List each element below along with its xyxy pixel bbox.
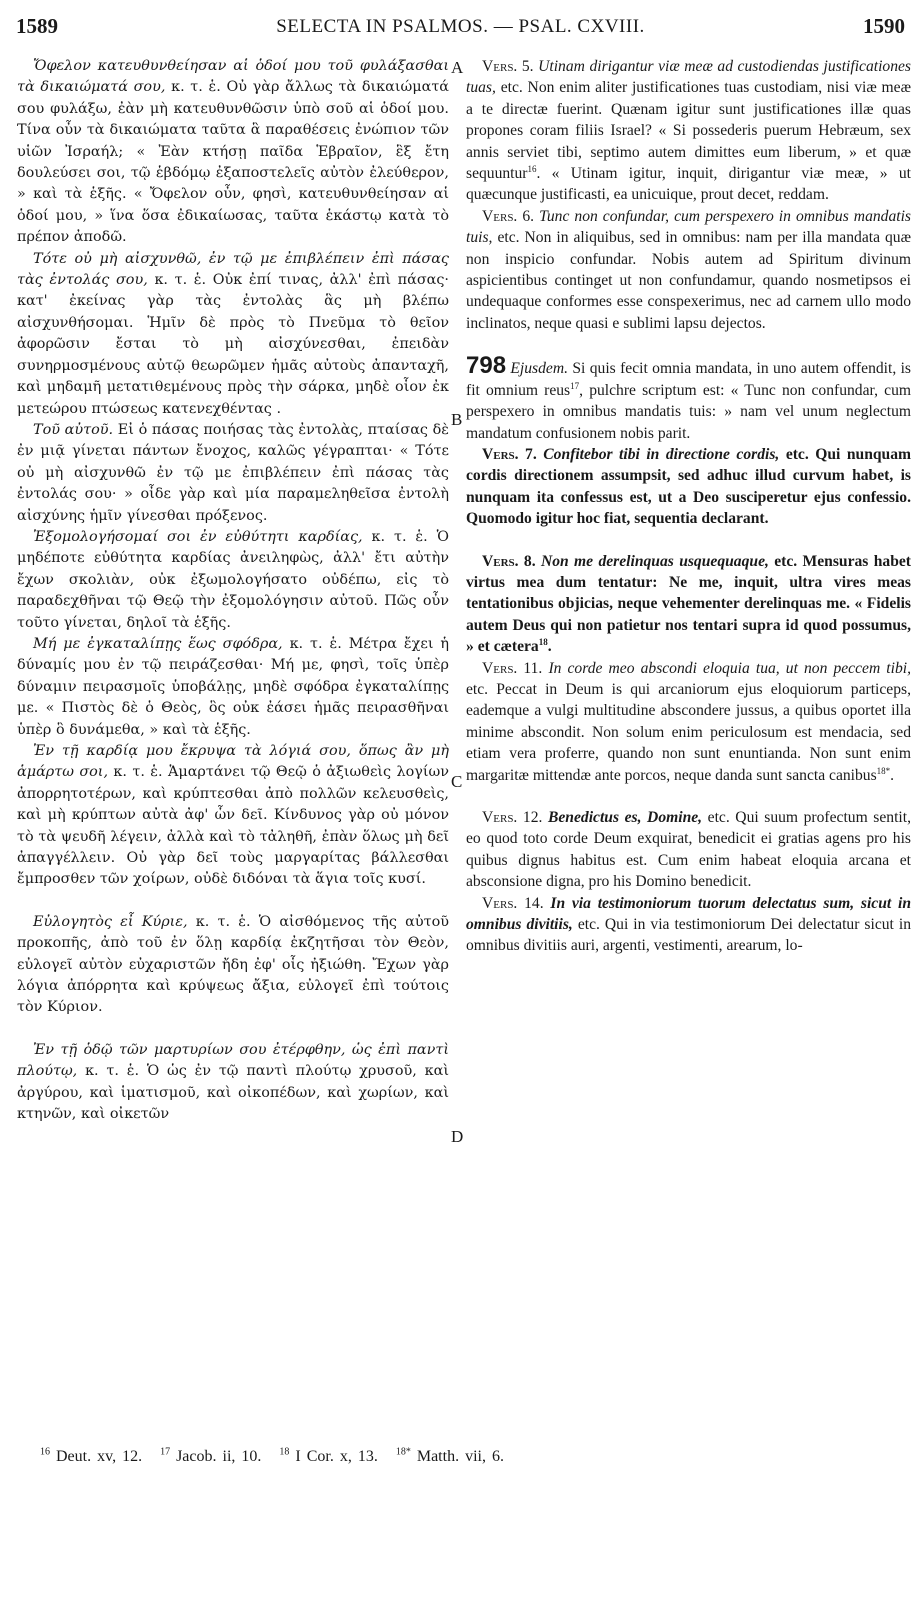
commentary-text: Εἰ ὁ πάσας ποιήσας τὰς ἐντολὰς, πταίσας δὲ ἐν μιᾷ γίνεται πάντων ἔνοχος, καλῶς γέγραπται· « Τότε οὐ μὴ αἰσχυνθῶ ἐν τῷ με ἐπιβλέπειν ἐπὶ πάσας τὰς ἐντολάς σου· » οἶδε γὰρ καὶ μία παραμεληθεῖσα ἐντολὴ αἰσχύνης ἡμῖν γίνεσθαι πρόξενος. — [17, 421, 450, 524]
latin-paragraph — [466, 206, 911, 334]
latin-paragraph — [466, 807, 911, 893]
verse-lemma: In via testimoniorum tuorum delectatus sum, sicut in omnibus divitiis, — [466, 894, 911, 934]
greek-paragraph — [17, 634, 449, 741]
verse-label: Vers. 7. — [482, 445, 537, 463]
verse-lemma: Ἐν τῇ ὁδῷ τῶν μαρτυρίων σου ἐτέρφθην, ὡς ἐπὶ παντὶ πλούτῳ, — [17, 1041, 449, 1080]
greek-column — [17, 56, 449, 1126]
greek-paragraph — [17, 1040, 449, 1126]
commentary-text: etc. Peccat in Deum is qui arcaniorum ejus eloquiorum particeps, eademque a vulgi multitudine abscondere jussus, a quibus oportet illa minime abscondit. Non solum enim periculosum est mendacia, sed etiam vera proferre, quando non sunt enuntianda. Non sunt enim margaritæ mittendæ ante porcos, neque danda sunt sancta canibus — [466, 680, 911, 784]
latin-paragraph — [466, 56, 911, 206]
verse-lemma: Ἐξομολογήσομαί σοι ἐν εὐθύτητι καρδίας, — [33, 528, 363, 545]
footnote-text: Deut. xv, 12. — [56, 1448, 143, 1465]
commentary-text: κ. τ. ἑ. Οὐκ ἐπί τινας, ἀλλ' ἐπὶ πάσας· κατ' ἐκείνας γὰρ τὰς ἐντολὰς ἃς μὴ βλέπω αἰσχυνθήσομαι. Ἡμῖν δὲ πρὸς τὸ Πνεῦμα τὸ θεῖον ἀφορῶσιν ἔσται τὸ μὴ αἰσχύνεσθαι, ἐπειδὰν συνηρμοσμένους αὐτῷ θεωρῶμεν ἡμᾶς αὐτοὺς ἀπανταχῆ, καὶ μηδαμῆ μετατιθεμένους πρὸς τὴν σάρκα, μηδὲ οἷον ἐκ μετεώρου πτώσεως κατενεχθέντας . — [17, 272, 449, 417]
greek-paragraph — [17, 741, 449, 891]
page-number-left: 1589 — [16, 14, 58, 38]
latin-paragraph — [466, 658, 911, 786]
footnote-ref: 18* — [876, 765, 891, 776]
footnote-number: 17 — [160, 1446, 171, 1458]
commentary-text: . — [890, 766, 895, 784]
verse-lemma: Τοῦ αὐτοῦ. — [33, 421, 114, 438]
footnote-ref: 18 — [538, 636, 548, 647]
footnote-ref: 16 — [527, 163, 537, 174]
running-title: SELECTA IN PSALMOS. — PSAL. CXVIII. — [276, 16, 645, 37]
commentary-text: etc. Qui suum profectum sentit, eo quod toto corde Deum exquirat, benedicit ei gratias agens pro his quibus dignus habitus est. Cum enim habeat eloquia arcana et absconsione digna, pro his Domino benedicit. — [466, 809, 911, 891]
commentary-text: etc. Non enim aliter justificationes tuas custodiam, nisi viæ meæ a te directæ fuerint. Quænam igitur sunt justificationes illæ quas propones coram filiis Israel? « Si possederis puerum Hebræum, sex annis serviet tibi, septimo autem dimittes eum liberum, » et quæ sequuntur — [466, 79, 911, 183]
verse-lemma: In corde meo abscondi eloquia tua, ut non peccem tibi, — [548, 659, 911, 677]
greek-paragraph — [17, 56, 449, 249]
greek-paragraph — [17, 249, 449, 420]
verse-label: Vers. 11. — [482, 659, 543, 677]
verse-label: Vers. 8. — [482, 552, 536, 570]
greek-paragraph — [17, 420, 449, 527]
page-number-right: 1590 — [863, 14, 905, 38]
verse-lemma: Confitebor tibi in directione cordis, — [543, 445, 780, 463]
verse-lemma: Non me derelinquas usquequaque, — [540, 552, 769, 570]
latin-paragraph — [466, 352, 911, 444]
verse-lemma: Ἐν τῇ καρδίᾳ μου ἔκρυψα τὰ λόγιά σου, ὅπως ἂν μὴ ἁμάρτω σοι, — [17, 743, 449, 781]
verse-lemma: Ὄφελον κατευθυνθείησαν αἱ ὁδοί μου τοῦ φυλάξασθαι τὰ δικαιώματά σου, — [17, 58, 449, 96]
margin-letter-b: B — [451, 410, 463, 429]
greek-paragraph — [17, 912, 449, 1019]
commentary-text: κ. τ. ἑ. Ὁ μηδέποτε εὐθύτητα καρδίας ἀνειληφὼς, ἀλλ' ἔτι αὐτὴν ἔχων σκολιὰν, οὐκ ἐξωμολογήσατο οὐδέπω, εἰς τὸ παραδεχθῆναι τῷ Θεῷ τὴν ἐξομολόγησιν αὐτοῦ. Πῶς οὖν τοῦτο γίνεται, δηλοῖ τὰ ἑξῆς. — [17, 528, 449, 631]
latin-paragraph — [466, 551, 911, 658]
verse-label: Vers. 6. — [482, 207, 535, 225]
latin-paragraph — [466, 444, 911, 530]
footnote-number: 16 — [40, 1446, 50, 1458]
footnote-text: I Cor. x, 13. — [295, 1448, 378, 1465]
verse-lemma: Benedictus es, Domine, — [547, 809, 703, 826]
margin-letter-d: D — [451, 1127, 464, 1146]
commentary-text: etc. Qui in via testimoniorum Dei delectatur sicut in omnibus divitiis auri, argenti, vestimenti, arearum, lo- — [466, 916, 911, 955]
commentary-text: κ. τ. ἑ. Ὁ ὡς ἐν τῷ παντὶ πλούτῳ χρυσοῦ, καὶ ἀργύρου, καὶ ἱματισμοῦ, καὶ οἰκοπέδων, καὶ χωρίων, καὶ κτηνῶν, καὶ οἰκετῶν — [17, 1063, 450, 1123]
verse-lemma: Εὐλογητὸς εἶ Κύριε, — [33, 913, 188, 930]
page-header — [16, 14, 905, 42]
footnote-ref: 17 — [570, 380, 580, 391]
latin-column — [466, 56, 911, 957]
verse-lemma: Τότε οὐ μὴ αἰσχυνθῶ, ἐν τῷ με ἐπιβλέπειν ἐπὶ πάσας τὰς ἐντολάς σου, — [17, 250, 449, 289]
commentary-text: Si quis fecit omnia mandata, in uno autem offendit, is fit omnium reus — [466, 360, 911, 399]
commentary-text: etc. Mensuras habet virtus mea dum tentatur: Ne me, inquit, ultra vires meas tentationibus objicias, neque vehementer derelinquas me. « Fidelis autem Deus qui non patietur nos tentari supra id quod possumus, » et cætera — [466, 552, 911, 656]
commentary-text: . — [547, 638, 552, 656]
commentary-text: etc. Qui nunquam cordis directionem assumpsit, sed adhuc illud curvum habet, is nunquam ita confessus est, ut a Deo susciperetur ejus confessio. Quomodo igitur hoc fiat, sequentia declarant. — [466, 445, 912, 528]
verse-lemma: Tunc non confundar, cum perspexero in omnibus mandatis tuis, — [466, 207, 911, 247]
commentary-text: κ. τ. ἑ. Ὁ αἰσθόμενος τῆς αὐτοῦ προκοπῆς, ἀπὸ τοῦ ἐν ὅλῃ καρδίᾳ ἐκζητῆσαι τὸν Θεὸν, εὐλογεῖ αὐτὸν εὐχαριστῶν ἤδη ἐφ' οἷς ἠξιώθη. Ἔχων γὰρ λόγια ἀπόρρητα καὶ κρύψεως ἄξια, εὐλογεῖ ἐπὶ τούτοις τὸν Κύριον. — [17, 913, 449, 1016]
footnote-number: 18 — [279, 1446, 290, 1458]
latin-paragraph — [466, 893, 911, 957]
commentary-text: κ. τ. ἑ. Μέτρα ἔχει ἡ δύναμίς μου ἐν τῷ πειράζεσθαι· Μή με, φησὶ, τοῖς ὑπὲρ δύναμιν πειρασμοῖς ὑποβάλῃς, μηδὲ σφόδρα ἐγκαταλίπῃς με. « Πιστὸς δὲ ὁ Θεὸς, ὃς οὐκ ἐάσει ἡμᾶς πειρασθῆναι ὑπὲρ ὃ δυνάμεθα, » καὶ τὰ ἑξῆς. — [17, 635, 450, 738]
commentary-text: κ. τ. ἑ. Ἁμαρτάνει τῷ Θεῷ ὁ ἀξιωθεὶς λογίων ἀπορρητοτέρων, καὶ κρύπτεσθαι ἀπὸ πολλῶν κελευσθεὶς, καὶ μὴ κρύπτων αὐτὰ ἀφ' ὧν δεῖ. Κίνδυνος γὰρ οὐ μόνον τὸ τὰ ψευδῆ λέγειν, ἀλλὰ καὶ τὸ τἀληθῆ, ἐπὰν ὅλως μὴ δεῖ ἀπαγγέλλειν. Οὐ γὰρ δεῖ τοὺς μαργαρίτας βάλλεσθαι ἔμπροσθεν τῶν χοίρων, οὐδὲ διδόναι τὰ ἅγια τοῖς κυσί. — [17, 764, 449, 888]
verse-label: Vers. 12. — [482, 809, 543, 826]
commentary-text: etc. Non in aliquibus, sed in omnibus: nam per illa mandata quæ non inspicio confundar. Nobis autem ad Spiritum divinum aspicientibus continget ut non confundamur, quando nosmetipsos ei undequaque conformes esse conspexerimus, nec ad carnem ullo modo inclinatos, neque quasi e sublimi lapsu dejectos. — [466, 229, 911, 332]
footnote-text: Jacob. ii, 10. — [176, 1448, 262, 1465]
footnotes — [40, 1448, 900, 1466]
margin-letter-c: C — [451, 772, 463, 791]
commentary-text: . « Utinam igitur, inquit, dirigantur viæ meæ, » ut quæcunque justificasti, ea unicuique, prout decet, reddam. — [466, 165, 911, 204]
verse-label: Vers. 14. — [482, 894, 544, 912]
greek-paragraph — [17, 527, 449, 634]
verse-lemma: Utinam dirigantur viæ meæ ad custodiendas justificationes tuas, — [466, 58, 911, 97]
commentary-text: , pulchre scriptum est: « Tunc non confundar, cum perspexero in omnibus mandatis tuis: » nam vel unum neglectum mandatum confusionem nobis parit. — [466, 381, 911, 442]
column-number: 798 — [466, 352, 507, 380]
verse-label: Vers. 5. — [482, 58, 534, 75]
verse-lemma: Ejusdem. — [510, 360, 569, 378]
footnote-text: Matth. vii, 6. — [416, 1448, 504, 1465]
footnote-number: 18* — [395, 1446, 411, 1458]
margin-letter-a: A — [451, 58, 464, 77]
commentary-text: κ. τ. ἑ. Οὐ γὰρ ἄλλως τὰ δικαιώματά σου φυλάξω, ἐὰν μὴ κατευθυνθῶσιν ὑπὸ σοῦ αἱ ὁδοί μου. Τίνα οὖν τὰ δικαιώματα ταῦτα ἃ παραθέσεις ἐνώπιον τῶν υἱῶν Ἰσραήλ; « Ἐὰν κτήσῃ παῖδα Ἑβραῖον, ἓξ ἔτη δουλεύσει σοι, τῷ ἑβδόμῳ ἐξαποστελεῖς αὐτὸν ἐλεύθερον, » καὶ τὰ ἑξῆς. « Ὄφελον οὖν, φησὶ, κατευθυνθείησαν αἱ ὁδοί μου, » ἵνα ὅσα ἐδικαίωσας, ταῦτα ἑκάστῳ κατὰ τὸ πρέπον ἀποδῶ. — [17, 79, 450, 246]
verse-lemma: Μή με ἐγκαταλίπῃς ἕως σφόδρα, — [33, 635, 283, 652]
